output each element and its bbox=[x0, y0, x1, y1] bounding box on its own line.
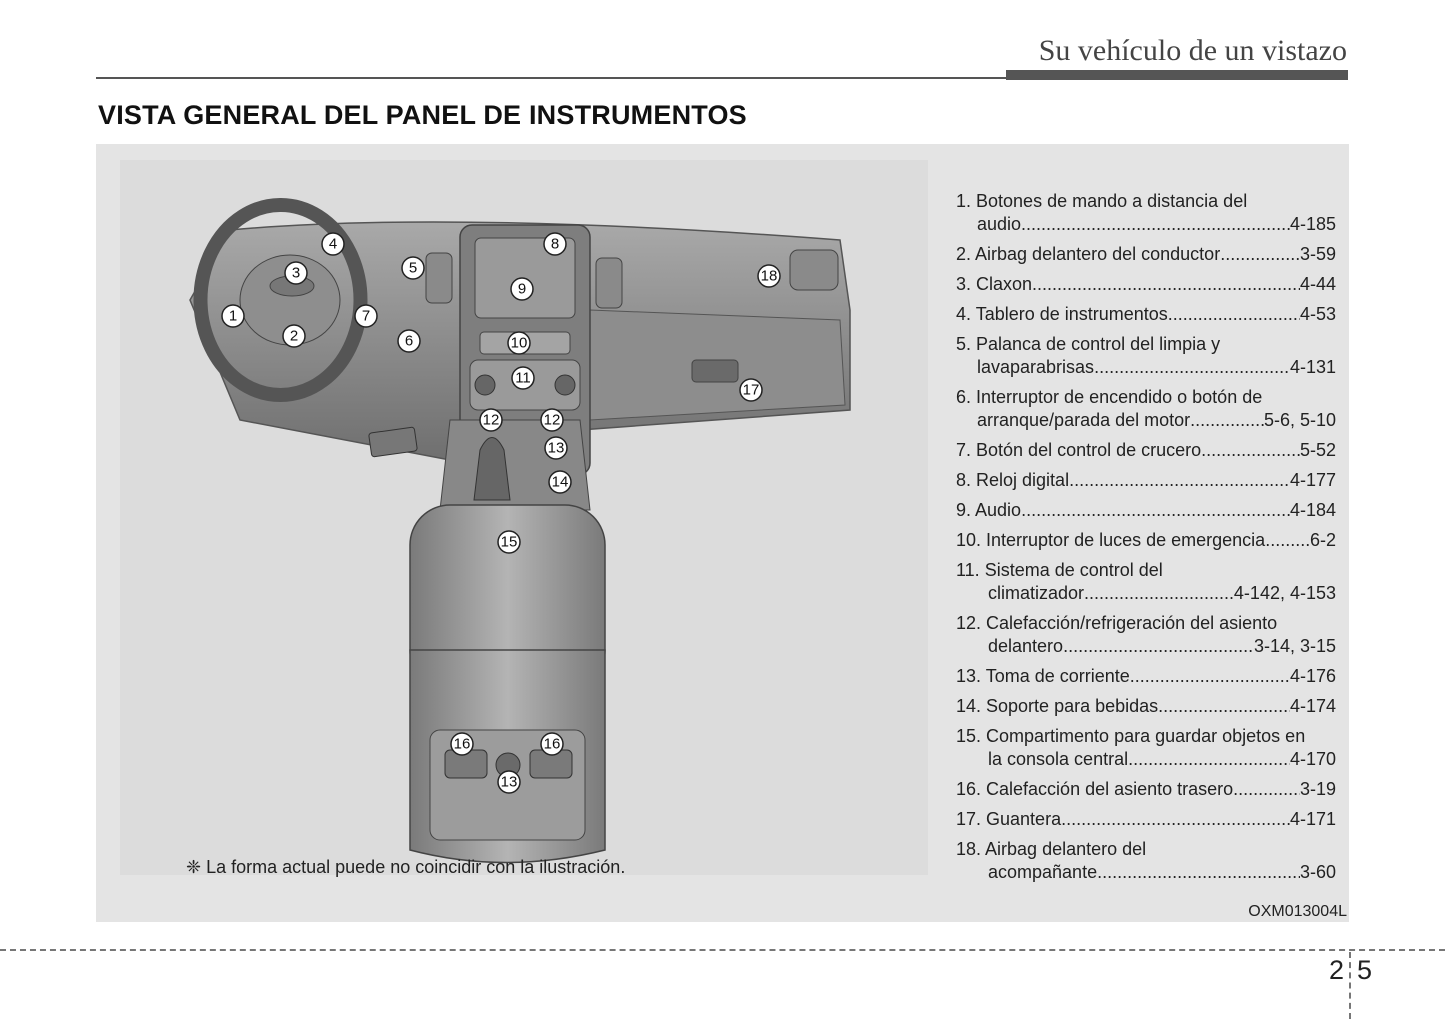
legend-item: 18. Airbag delantero del acompañante ..... 3-60 bbox=[956, 838, 1336, 884]
callout-8 bbox=[544, 233, 566, 255]
figure-code: OXM013004L bbox=[1248, 903, 1347, 920]
legend-item: 6. Interruptor de encendido o botón de arranque/parada del motor ..... 5-6, 5-10 bbox=[956, 386, 1336, 432]
callout-5 bbox=[402, 257, 424, 279]
svg-text:13: 13 bbox=[547, 439, 565, 457]
legend-item: 15. Compartimento para guardar objetos en la consola central ..... 4-170 bbox=[956, 725, 1336, 771]
callout-18 bbox=[758, 265, 780, 287]
section-title: VISTA GENERAL DEL PANEL DE INSTRUMENTOS bbox=[98, 100, 747, 130]
legend-item: 5. Palanca de control del limpia y lavaparabrisas ..... 4-131 bbox=[956, 333, 1336, 379]
callout-2 bbox=[283, 325, 305, 347]
legend-item: 17. Guantera ..... 4-171 bbox=[956, 808, 1336, 831]
legend-item: 9. Audio ..... 4-184 bbox=[956, 499, 1336, 522]
legend-item: 2. Airbag delantero del conductor ..... 3-59 bbox=[956, 243, 1336, 266]
svg-text:3: 3 bbox=[291, 264, 301, 282]
legend-item: 14. Soporte para bebidas ..... 4-174 bbox=[956, 695, 1336, 718]
footer-divider bbox=[0, 949, 1445, 951]
svg-text:16: 16 bbox=[543, 735, 561, 753]
svg-text:6: 6 bbox=[404, 332, 414, 350]
svg-text:1: 1 bbox=[228, 307, 238, 325]
svg-text:13: 13 bbox=[500, 773, 518, 791]
svg-text:7: 7 bbox=[361, 307, 371, 325]
callout-14 bbox=[549, 471, 571, 493]
legend-list bbox=[956, 190, 1336, 891]
svg-text:2: 2 bbox=[289, 327, 299, 345]
callout-15 bbox=[498, 531, 520, 553]
callout-16-right bbox=[541, 733, 563, 755]
callout-1 bbox=[222, 305, 244, 327]
legend-item: 1. Botones de mando a distancia del audio ..... 4-185 bbox=[956, 190, 1336, 236]
svg-text:16: 16 bbox=[453, 735, 471, 753]
callout-10 bbox=[508, 332, 530, 354]
svg-text:11: 11 bbox=[515, 369, 531, 387]
header-rule bbox=[96, 77, 1006, 79]
glovebox-handle bbox=[692, 360, 738, 382]
page-number-separator bbox=[1349, 952, 1353, 1019]
page-number-chapter: 2 bbox=[1329, 955, 1345, 985]
callout-12-right bbox=[541, 409, 563, 431]
callout-7 bbox=[355, 305, 377, 327]
running-header-title: Su vehículo de un vistazo bbox=[1038, 34, 1347, 67]
callout-4 bbox=[322, 233, 344, 255]
right-vent bbox=[790, 250, 838, 290]
legend-item: 12. Calefacción/refrigeración del asiento delantero ..... 3-14, 3-15 bbox=[956, 612, 1336, 658]
center-vent-right bbox=[596, 258, 622, 308]
callout-6 bbox=[398, 330, 420, 352]
legend-item: 10. Interruptor de luces de emergencia ..... 6-2 bbox=[956, 529, 1336, 552]
svg-text:9: 9 bbox=[517, 280, 527, 298]
legend-item: 13. Toma de corriente ..... 4-176 bbox=[956, 665, 1336, 688]
svg-text:5: 5 bbox=[408, 259, 418, 277]
legend-item: 7. Botón del control de crucero ..... 5-52 bbox=[956, 439, 1336, 462]
svg-text:15: 15 bbox=[500, 533, 518, 551]
svg-text:4: 4 bbox=[328, 235, 338, 253]
callout-11 bbox=[512, 367, 534, 389]
header-rule-accent bbox=[1006, 70, 1348, 80]
floor-console bbox=[440, 420, 590, 510]
svg-text:12: 12 bbox=[543, 411, 561, 429]
page-number-page: 5 bbox=[1357, 955, 1373, 985]
svg-text:8: 8 bbox=[550, 235, 560, 253]
legend-item: 3. Claxon ..... 4-44 bbox=[956, 273, 1336, 296]
callout-12-left bbox=[480, 409, 502, 431]
svg-text:14: 14 bbox=[551, 473, 569, 491]
legend-item: 11. Sistema de control del climatizador ..... 4-142, 4-153 bbox=[956, 559, 1336, 605]
legend-item: 8. Reloj digital ..... 4-177 bbox=[956, 469, 1336, 492]
center-vent-left bbox=[426, 253, 452, 303]
legend-item: 4. Tablero de instrumentos ..... 4-53 bbox=[956, 303, 1336, 326]
legend-item: 16. Calefacción del asiento trasero ..... 3-19 bbox=[956, 778, 1336, 801]
callout-3 bbox=[285, 262, 307, 284]
callout-17 bbox=[740, 379, 762, 401]
svg-text:17: 17 bbox=[742, 381, 760, 399]
svg-text:18: 18 bbox=[760, 267, 778, 285]
svg-text:10: 10 bbox=[510, 334, 528, 352]
dashboard-illustration bbox=[120, 160, 928, 875]
callout-16-left bbox=[451, 733, 473, 755]
svg-text:12: 12 bbox=[482, 411, 500, 429]
callout-13-front bbox=[545, 437, 567, 459]
callout-9 bbox=[511, 278, 533, 300]
illustration-disclaimer: ❈ La forma actual puede no coincidir con la ilustración. bbox=[186, 857, 626, 877]
callout-13-rear bbox=[498, 771, 520, 793]
